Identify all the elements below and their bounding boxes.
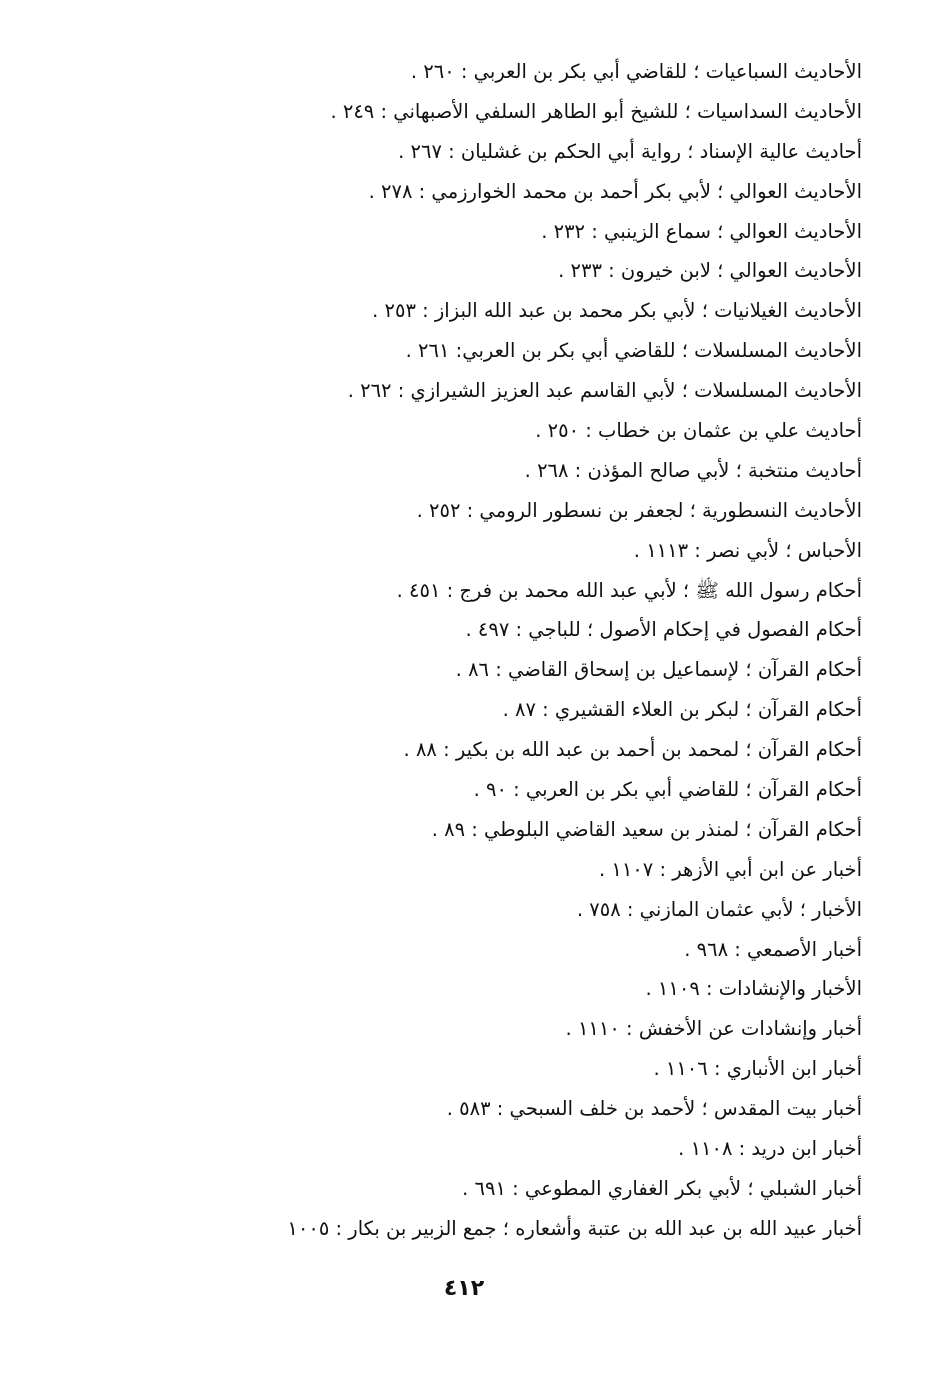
index-entry: أخبار بيت المقدس ؛ لأحمد بن خلف السبحي : ٥٨٣ .	[446, 1097, 862, 1121]
index-entry: الأخبار ؛ لأبي عثمان المازني : ٧٥٨ .	[576, 897, 862, 921]
index-entry: أخبار وإنشادات عن الأخفش : ١١١٠ .	[565, 1017, 862, 1041]
index-entry: الأحاديث الغيلانيات ؛ لأبي بكر محمد بن عبد الله البزاز : ٢٥٣ .	[372, 299, 862, 323]
index-entry: أخبار الأصمعي : ٩٦٨ .	[684, 937, 862, 961]
index-entry: أخبار الشبلي ؛ لأبي بكر الغفاري المطوعي : ٦٩١ .	[462, 1176, 862, 1200]
index-entry: الأحاديث المسلسلات ؛ للقاضي أبي بكر بن العربي: ٢٦١ .	[405, 339, 862, 363]
index-entry: أحكام القرآن ؛ للقاضي أبي بكر بن العربي : ٩٠ .	[473, 778, 862, 802]
index-entry: الأحاديث العوالي ؛ سماع الزينبي : ٢٣٢ .	[541, 219, 862, 243]
index-entry: الأحاديث العوالي ؛ لأبي بكر أحمد بن محمد الخوارزمي : ٢٧٨ .	[368, 179, 862, 203]
index-entry: الأحباس ؛ لأبي نصر : ١١١٣ .	[633, 538, 862, 562]
index-entry: أحكام رسول الله ﷺ ؛ لأبي عبد الله محمد بن فرج : ٤٥١ .	[396, 578, 862, 602]
index-entry: أخبار عبيد الله بن عبد الله بن عتبة وأشعاره ؛ جمع الزبير بن بكار : ١٠٠٥	[287, 1216, 862, 1240]
page-number: ٤١٢	[443, 1276, 485, 1301]
index-entry: الأحاديث العوالي ؛ لابن خيرون : ٢٣٣ .	[558, 259, 862, 283]
index-entry: أحكام القرآن ؛ لبكر بن العلاء القشيري : ٨٧ .	[502, 698, 862, 722]
index-entry: أحكام القرآن ؛ لمنذر بن سعيد القاضي البلوطي : ٨٩ .	[431, 817, 862, 841]
index-entry-list	[162, 54, 862, 1251]
index-entry: أخبار ابن دريد : ١١٠٨ .	[678, 1137, 862, 1161]
index-entry: الأحاديث السداسيات ؛ للشيخ أبو الطاهر السلفي الأصبهاني : ٢٤٩ .	[330, 99, 862, 123]
index-entry: أخبار ابن الأنباري : ١١٠٦ .	[653, 1057, 862, 1081]
index-entry: الأحاديث النسطورية ؛ لجعفر بن نسطور الرومي : ٢٥٢ .	[416, 498, 862, 522]
index-entry: أحكام القرآن ؛ لمحمد بن أحمد بن عبد الله بن بكير : ٨٨ .	[403, 738, 862, 762]
index-entry: أخبار عن ابن أبي الأزهر : ١١٠٧ .	[598, 857, 862, 881]
index-entry: أحكام الفصول في إحكام الأصول ؛ للباجي : ٤٩٧ .	[465, 618, 862, 642]
index-entry: أحاديث عالية الإسناد ؛ رواية أبي الحكم بن غشليان : ٢٦٧ .	[398, 139, 862, 163]
index-entry: الأخبار والإنشادات : ١١٠٩ .	[645, 977, 862, 1001]
index-entry: أحاديث علي بن عثمان بن خطاب : ٢٥٠ .	[535, 419, 862, 443]
index-entry: أحكام القرآن ؛ لإسماعيل بن إسحاق القاضي : ٨٦ .	[455, 658, 862, 682]
index-entry: الأحاديث السباعيات ؛ للقاضي أبي بكر بن العربي : ٢٦٠ .	[410, 60, 862, 83]
index-entry: أحاديث منتخبة ؛ لأبي صالح المؤذن : ٢٦٨ .	[524, 458, 862, 482]
index-entry: الأحاديث المسلسلات ؛ لأبي القاسم عبد العزيز الشيرازي : ٢٦٢ .	[347, 379, 862, 403]
